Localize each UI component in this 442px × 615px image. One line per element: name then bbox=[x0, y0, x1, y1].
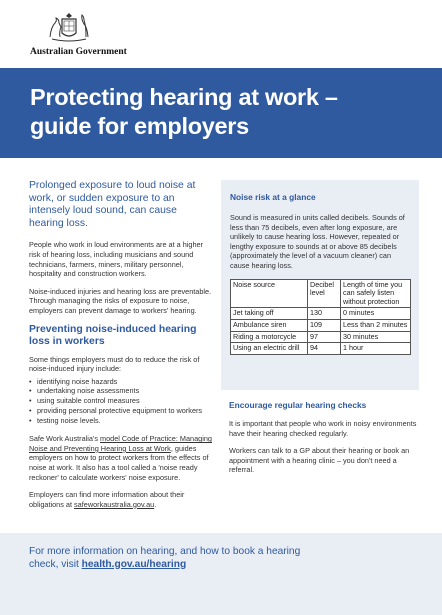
column-header: Noise source bbox=[231, 279, 308, 308]
code-of-practice-link[interactable]: model Code of Practice: Managing Noise and Preventing Hearing Loss at Work bbox=[29, 434, 212, 453]
table-cell: Jet taking off bbox=[231, 308, 308, 320]
footer-text bbox=[29, 546, 329, 571]
noise-risk-box bbox=[221, 180, 419, 390]
table-cell: Less than 2 minutes bbox=[341, 319, 411, 331]
coat-of-arms-icon bbox=[44, 11, 94, 45]
code-suffix: , guides employers on how to protect workers from the effects of noise at work. It also has a tool called a 'noise ready reckoner' to calculate workers' noise exposure. bbox=[29, 443, 209, 482]
hearing-checks-paragraph-1: It is important that people who work in noisy environments have their hearing checked regularly. bbox=[229, 419, 417, 438]
health-hearing-link[interactable]: health.gov.au/hearing bbox=[81, 558, 187, 570]
section-heading-prevention: Preventing noise-induced hearing loss in workers bbox=[29, 323, 197, 348]
page-title bbox=[30, 83, 430, 141]
list-item: • providing personal protective equipment to workers bbox=[29, 406, 213, 416]
table-cell: 0 minutes bbox=[341, 308, 411, 320]
list-item: • undertaking noise assessments bbox=[29, 386, 213, 396]
table-row bbox=[231, 331, 411, 343]
title-line-2: guide for employers bbox=[30, 113, 249, 139]
table-cell: 109 bbox=[308, 319, 341, 331]
header bbox=[0, 0, 442, 68]
table-cell: 94 bbox=[308, 343, 341, 355]
footer bbox=[0, 533, 442, 615]
employer-duties-list bbox=[29, 377, 213, 426]
safework-link[interactable]: safeworkaustralia.gov.au bbox=[74, 499, 155, 509]
table-row bbox=[231, 343, 411, 355]
table-cell: 130 bbox=[308, 308, 341, 320]
government-label: Australian Government bbox=[30, 47, 127, 57]
paragraph-intro: Some things employers must do to reduce the risk of noise-induced injury include: bbox=[29, 354, 200, 374]
table-cell: Using an electric drill bbox=[231, 343, 308, 355]
lead-paragraph: Prolonged exposure to loud noise at work, or sudden exposure to an intensely loud sound, can cause hearing loss. bbox=[29, 180, 196, 229]
obligations-suffix: . bbox=[154, 499, 157, 509]
noise-table bbox=[230, 279, 411, 355]
list-item: • identifying noise hazards bbox=[29, 377, 213, 387]
list-item: • testing noise levels. bbox=[29, 416, 213, 426]
table-row bbox=[231, 308, 411, 320]
paragraph-preventable: Noise-induced injuries and hearing loss are preventable. Through managing the risks of exposure to noise, employers can prevent damage to workers' hearing. bbox=[29, 286, 212, 315]
code-prefix: Safe Work Australia's bbox=[29, 434, 101, 444]
table-row bbox=[231, 319, 411, 331]
hearing-checks-section bbox=[229, 400, 419, 483]
table-cell: 97 bbox=[308, 331, 341, 343]
table-cell: Riding a motorcycle bbox=[231, 331, 308, 343]
list-item: • using suitable control measures bbox=[29, 396, 213, 406]
column-header: Length of time you can safely listen without protection bbox=[341, 279, 411, 308]
table-header-row bbox=[231, 279, 411, 308]
left-column bbox=[29, 180, 213, 517]
paragraph-at-risk: People who work in loud environments are at a higher risk of hearing loss, including musicians and sound technicians, farmers, miners, military personnel, hospitality and construction workers. bbox=[29, 240, 204, 279]
title-banner bbox=[0, 68, 442, 158]
decibel-paragraph: Sound is measured in units called decibels. Sounds of less than 75 decibels, even after long exposure, are unlikely to cause hearing loss. However, repeated or lengthy exposure to sounds at or above 85 decibels (approximately the level of a vacuum cleaner) can cause hearing loss. bbox=[230, 213, 405, 270]
paragraph-code-of-practice bbox=[29, 434, 213, 482]
noise-risk-heading: Noise risk at a glance bbox=[230, 192, 316, 202]
table-cell: 30 minutes bbox=[341, 331, 411, 343]
paragraph-obligations bbox=[29, 490, 213, 509]
obligations-prefix: Employers can find more information about their obligations at bbox=[29, 490, 185, 509]
hearing-checks-paragraph-2: Workers can talk to a GP about their hearing or book an appointment with a hearing clinic – you don't need a referral. bbox=[229, 446, 410, 475]
table-cell: Ambulance siren bbox=[231, 319, 308, 331]
column-header: Decibel level bbox=[308, 279, 341, 308]
hearing-checks-heading: Encourage regular hearing checks bbox=[229, 400, 367, 410]
footer-prefix: For more information on hearing, and how to book a hearing check, visit bbox=[29, 546, 301, 570]
table-cell: 1 hour bbox=[341, 343, 411, 355]
title-line-1: Protecting hearing at work – bbox=[30, 84, 338, 110]
